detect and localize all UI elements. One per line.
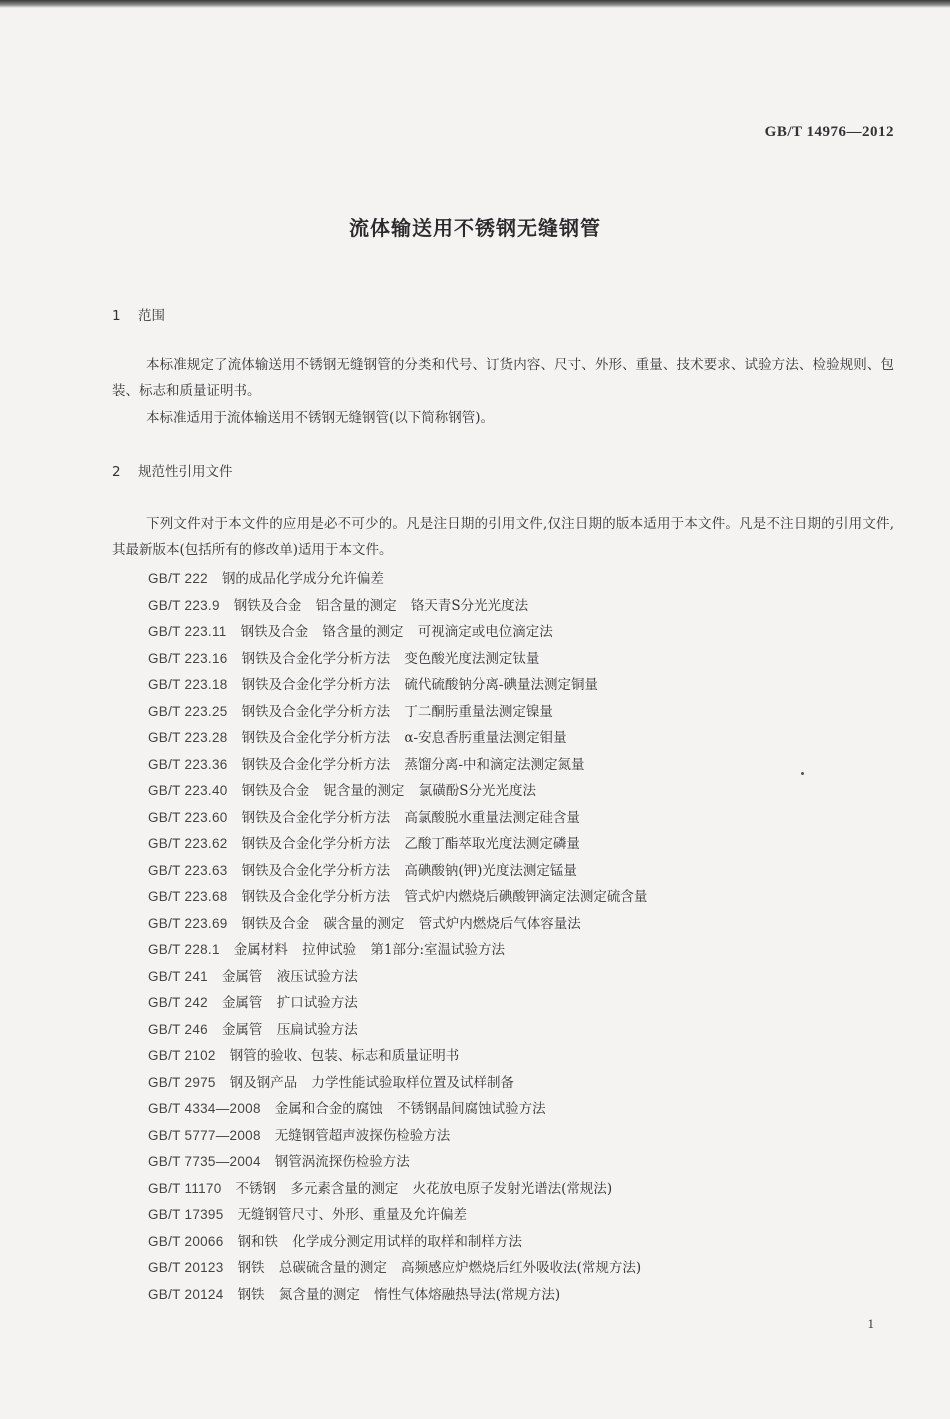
reference-item — [148, 937, 647, 964]
reference-item — [148, 646, 647, 673]
reference-title: 钢铁及合金化学分析方法 乙酸丁酯萃取光度法测定磷量 — [241, 836, 580, 852]
section-1-heading — [112, 304, 165, 324]
reference-code: GB/T 20124 — [148, 1286, 224, 1302]
scan-top-edge — [0, 0, 950, 8]
reference-item — [148, 752, 647, 779]
reference-code: GB/T 4334—2008 — [148, 1101, 261, 1116]
reference-title: 钢铁及合金 碳含量的测定 管式炉内燃烧后气体容量法 — [241, 915, 581, 932]
reference-item — [148, 1282, 647, 1309]
reference-item — [148, 964, 647, 991]
reference-title: 钢及钢产品 力学性能试验取样位置及试样制备 — [229, 1074, 515, 1091]
page-number: 1 — [867, 1316, 874, 1331]
reference-title: 钢铁及合金化学分析方法 α-安息香肟重量法测定钼量 — [241, 730, 567, 746]
reference-item — [148, 1123, 647, 1150]
reference-item — [148, 1017, 647, 1044]
reference-item — [148, 566, 647, 593]
reference-item — [148, 1149, 647, 1176]
reference-code: GB/T 223.60 — [148, 809, 228, 825]
reference-item — [148, 1229, 647, 1256]
reference-code: GB/T 246 — [148, 1021, 208, 1037]
reference-code: GB/T 223.28 — [148, 730, 228, 745]
reference-code: GB/T 223.69 — [148, 915, 228, 931]
reference-code: GB/T 17395 — [148, 1207, 224, 1222]
reference-item — [148, 593, 647, 620]
reference-code: GB/T 223.18 — [148, 677, 228, 692]
reference-title: 钢铁及合金化学分析方法 硫代硫酸钠分离-碘量法测定铜量 — [241, 677, 598, 693]
reference-title: 钢管涡流探伤检验方法 — [274, 1154, 410, 1170]
reference-title: 钢铁及合金 铌含量的测定 氯磺酚S分光光度法 — [241, 783, 536, 799]
reference-item — [148, 1202, 647, 1229]
reference-code: GB/T 223.36 — [148, 756, 228, 772]
reference-code: GB/T 222 — [148, 571, 208, 586]
reference-item — [148, 1043, 647, 1070]
reference-item — [148, 699, 647, 726]
reference-code: GB/T 228.1 — [148, 942, 220, 957]
reference-title: 钢和铁 化学成分测定用试样的取样和制样方法 — [237, 1233, 522, 1250]
reference-title: 钢的成品化学成分允许偏差 — [221, 571, 384, 587]
reference-title: 金属管 扩口试验方法 — [221, 995, 358, 1011]
reference-item — [148, 619, 647, 646]
reference-title: 钢铁及合金化学分析方法 高氯酸脱水重量法测定硅含量 — [241, 809, 580, 826]
reference-title: 无缝钢管超声波探伤检验方法 — [274, 1127, 451, 1144]
reference-item — [148, 884, 647, 911]
reference-code: GB/T 223.25 — [148, 703, 228, 719]
reference-title: 钢铁及合金化学分析方法 管式炉内燃烧后碘酸钾滴定法测定硫含量 — [241, 889, 648, 905]
reference-item — [148, 672, 647, 699]
section-1-paragraph-2: 本标准适用于流体输送用不锈钢无缝钢管(以下简称钢管)。 — [146, 410, 495, 426]
standard-code: GB/T 14976—2012 — [764, 124, 894, 140]
reference-item — [148, 1176, 647, 1203]
reference-code: GB/T 241 — [148, 968, 208, 984]
reference-title: 金属和合金的腐蚀 不锈钢晶间腐蚀试验方法 — [274, 1101, 546, 1117]
reference-item — [148, 1096, 647, 1123]
reference-code: GB/T 223.62 — [148, 836, 228, 851]
reference-item — [148, 805, 647, 832]
reference-title: 金属材料 拉伸试验 第1部分:室温试验方法 — [233, 942, 506, 958]
reference-item — [148, 1255, 647, 1282]
reference-item — [148, 858, 647, 885]
section-2-number: 2 — [112, 464, 121, 480]
reference-code: GB/T 242 — [148, 995, 208, 1010]
reference-title: 钢铁 氮含量的测定 惰性气体熔融热导法(常规方法) — [237, 1286, 561, 1303]
reference-code: GB/T 2102 — [148, 1048, 216, 1063]
reference-code: GB/T 223.40 — [148, 783, 228, 798]
reference-title: 无缝钢管尺寸、外形、重量及允许偏差 — [237, 1207, 468, 1223]
reference-title: 钢铁及合金化学分析方法 丁二酮肟重量法测定镍量 — [241, 703, 553, 720]
section-1-paragraph-1: 本标准规定了流体输送用不锈钢无缝钢管的分类和代号、订货内容、尺寸、外形、重量、技术要求、试验方法、检验规则、包装、标志和质量证明书。 — [112, 357, 894, 399]
reference-title: 钢铁及合金化学分析方法 蒸馏分离-中和滴定法测定氮量 — [241, 756, 585, 773]
reference-item — [148, 725, 647, 752]
reference-code: GB/T 2975 — [148, 1074, 216, 1090]
reference-code: GB/T 223.68 — [148, 889, 228, 904]
reference-title: 钢铁及合金 铬含量的测定 可视滴定或电位滴定法 — [240, 624, 553, 640]
reference-title: 钢管的验收、包装、标志和质量证明书 — [229, 1048, 460, 1064]
reference-title: 钢铁及合金化学分析方法 高碘酸钠(钾)光度法测定锰量 — [241, 862, 577, 879]
reference-code: GB/T 223.11 — [148, 624, 227, 639]
section-2-heading — [112, 460, 233, 480]
reference-code: GB/T 20123 — [148, 1260, 224, 1275]
reference-item — [148, 778, 647, 805]
reference-title: 钢铁 总碳硫含量的测定 高频感应炉燃烧后红外吸收法(常规方法) — [237, 1260, 642, 1276]
reference-list — [148, 566, 647, 1308]
reference-title: 钢铁及合金 铝含量的测定 铬天青S分光光度法 — [233, 597, 529, 614]
reference-item — [148, 990, 647, 1017]
reference-item — [148, 831, 647, 858]
reference-title: 不锈钢 多元素含量的测定 火花放电原子发射光谱法(常规法) — [235, 1180, 613, 1197]
reference-item — [148, 911, 647, 938]
section-2-intro: 下列文件对于本文件的应用是必不可少的。凡是注日期的引用文件,仅注日期的版本适用于本文件。凡是不注日期的引用文件,其最新版本(包括所有的修改单)适用于本文件。 — [112, 516, 894, 558]
reference-code: GB/T 223.63 — [148, 862, 228, 878]
reference-code: GB/T 20066 — [148, 1233, 224, 1249]
reference-code: GB/T 5777—2008 — [148, 1127, 261, 1143]
reference-item — [148, 1070, 647, 1097]
scan-speck — [801, 772, 804, 775]
document-title: 流体输送用不锈钢无缝钢管 — [349, 216, 601, 240]
reference-code: GB/T 7735—2004 — [148, 1154, 261, 1169]
section-2-title: 规范性引用文件 — [138, 464, 233, 480]
reference-title: 金属管 液压试验方法 — [221, 968, 358, 985]
section-1-number: 1 — [112, 308, 121, 324]
reference-code: GB/T 223.16 — [148, 650, 228, 666]
reference-title: 钢铁及合金化学分析方法 变色酸光度法测定钛量 — [241, 650, 540, 667]
reference-code: GB/T 223.9 — [148, 597, 220, 613]
reference-code: GB/T 11170 — [148, 1180, 222, 1196]
reference-title: 金属管 压扁试验方法 — [221, 1021, 358, 1038]
section-1-title: 范围 — [138, 308, 165, 324]
